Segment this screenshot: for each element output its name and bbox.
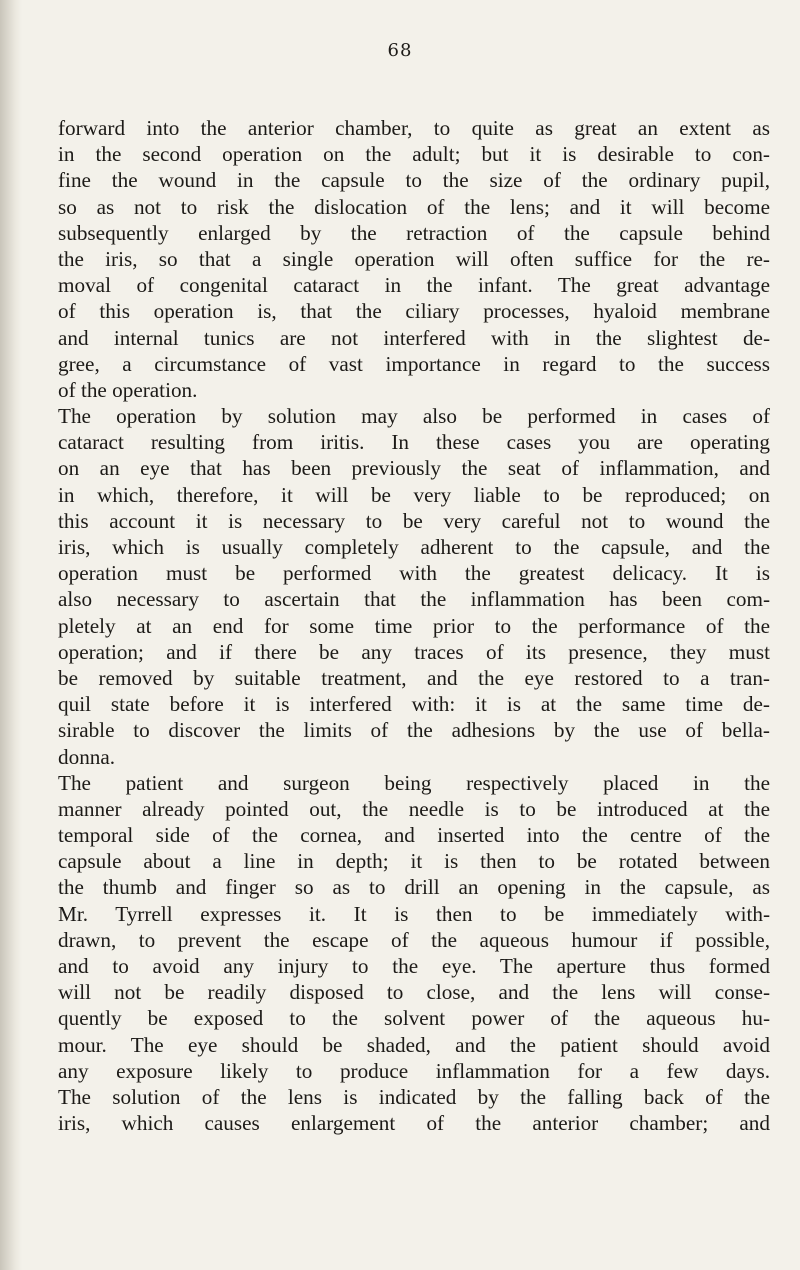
text-line: mour. The eye should be shaded, and the patient should avoid (58, 1032, 770, 1057)
text-line: The operation by solution may also be performed in cases of (58, 404, 770, 429)
text-line: forward into the anterior chamber, to quite as great an extent as (58, 116, 770, 140)
text-line: pletely at an end for some time prior to the performance of the (58, 613, 770, 638)
text-line: cataract resulting from iritis. In these cases you are operating (58, 430, 770, 455)
text-line: operation; and if there be any traces of its presence, they must (58, 639, 770, 664)
text-line: iris, which causes enlargement of the anterior chamber; and (58, 1111, 770, 1136)
body-text (58, 115, 770, 1136)
text-line: iris, which is usually completely adherent to the capsule, and the (58, 535, 770, 559)
text-line: The solution of the lens is indicated by the falling back of the (58, 1084, 770, 1109)
text-line: operation must be performed with the greatest delicacy. It is (58, 561, 770, 586)
text-line: moval of congenital cataract in the infant. The great advantage (58, 273, 770, 298)
text-line: and to avoid any injury to the eye. The aperture thus formed (58, 954, 770, 978)
text-line: also necessary to ascertain that the inflammation has been com- (58, 587, 770, 612)
text-line: manner already pointed out, the needle is to be introduced at the (58, 796, 770, 821)
text-line: in the second operation on the adult; but it is desirable to con- (58, 142, 770, 167)
text-line: capsule about a line in depth; it is then to be rotated between (58, 849, 770, 874)
text-line: sirable to discover the limits of the adhesions by the use of bella- (58, 718, 770, 743)
text-line: of the operation. (58, 377, 198, 402)
text-line: The patient and surgeon being respectively placed in the (58, 770, 770, 795)
text-line: the thumb and finger so as to drill an opening in the capsule, as (58, 875, 770, 900)
text-line: so as not to risk the dislocation of the lens; and it will become (58, 194, 770, 219)
text-line: the iris, so that a single operation will often suffice for the re- (58, 246, 770, 271)
page-gutter-shadow (0, 0, 22, 1270)
text-line: be removed by suitable treatment, and the eye restored to a tran- (58, 665, 770, 690)
text-line: in which, therefore, it will be very liable to be reproduced; on (58, 482, 770, 507)
text-line: fine the wound in the capsule to the size of the ordinary pupil, (58, 168, 770, 193)
text-line: any exposure likely to produce inflammation for a few days. (58, 1058, 770, 1083)
text-line: temporal side of the cornea, and inserted into the centre of the (58, 823, 770, 848)
text-line: will not be readily disposed to close, and the lens will conse- (58, 980, 770, 1005)
text-line: this account it is necessary to be very careful not to wound the (58, 508, 770, 533)
text-line: subsequently enlarged by the retraction of the capsule behind (58, 220, 770, 245)
text-line: Mr. Tyrrell expresses it. It is then to be immediately with- (58, 901, 770, 926)
text-line: quil state before it is interfered with: it is at the same time de- (58, 692, 770, 717)
page-number: 68 (387, 40, 413, 61)
text-line: of this operation is, that the ciliary processes, hyaloid membrane (58, 299, 770, 324)
text-line: and internal tunics are not interfered with in the slightest de- (58, 325, 770, 350)
text-line: donna. (58, 744, 116, 769)
text-line: gree, a circumstance of vast importance in regard to the success (58, 351, 770, 376)
text-line: drawn, to prevent the escape of the aqueous humour if possible, (58, 927, 770, 952)
text-line: on an eye that has been previously the seat of inflammation, and (58, 456, 770, 481)
text-line: quently be exposed to the solvent power of the aqueous hu- (58, 1006, 770, 1031)
